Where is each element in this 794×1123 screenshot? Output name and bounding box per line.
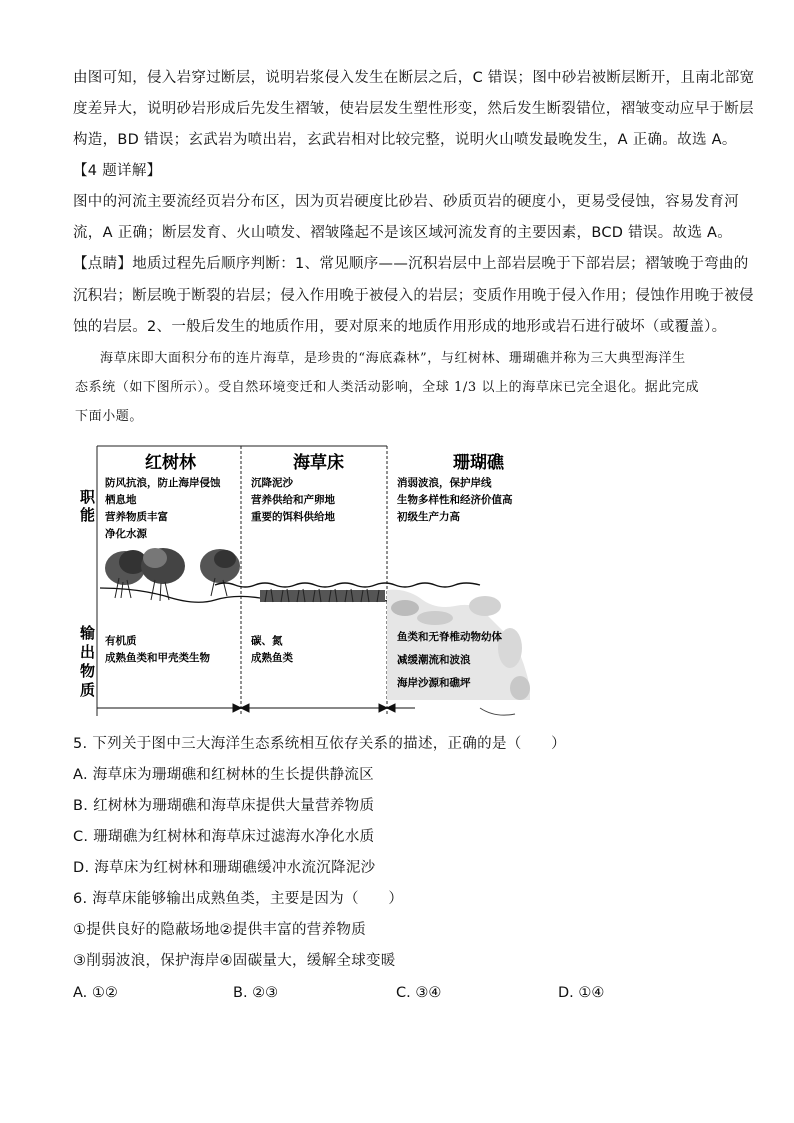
- label-function: 能: [80, 506, 96, 524]
- q6-choice-a[interactable]: A. ①②: [73, 985, 118, 1001]
- output-text: 海岸沙源和礁坪: [397, 677, 471, 689]
- q6-stem: 6. 海草床能够输出成熟鱼类，主要是因为（ ）: [73, 891, 404, 907]
- flow-arrows: [97, 704, 415, 712]
- seagrass-illustration: [260, 589, 385, 602]
- material-line: 下面小题。: [75, 409, 144, 424]
- function-text: 栖息地: [105, 494, 137, 506]
- q5-stem: 5. 下列关于图中三大海洋生态系统相互依存关系的描述，正确的是（ ）: [73, 736, 566, 752]
- analysis-line: 由图可知，侵入岩穿过断层，说明岩浆侵入发生在断层之后，C 错误；图中砂岩被断层断开，且南北部宽: [73, 70, 755, 86]
- function-text: 防风抗浪，防止海岸侵蚀: [105, 477, 221, 489]
- tip-line: 【点睛】地质过程先后顺序判断：1、常见顺序——沉积岩层中上部岩层晚于下部岩层；褶皱晚于弯曲的: [73, 256, 749, 272]
- label-output: 出: [80, 643, 96, 661]
- q6-choice-c[interactable]: C. ③④: [396, 985, 442, 1001]
- function-text: 生物多样性和经济价值高: [397, 494, 513, 506]
- q4-line: 图中的河流主要流经页岩分布区，因为页岩硬度比砂岩、砂质页岩的硬度小，更易受侵蚀，容易发育河: [73, 194, 739, 210]
- function-text: 营养物质丰富: [105, 511, 168, 523]
- output-text: 碳、氮: [251, 635, 283, 647]
- tip-line: 蚀的岩层。2、一般后发生的地质作用，要对原来的地质作用形成的地形或岩石进行破坏（或覆盖）。: [73, 319, 727, 335]
- output-text: 鱼类和无脊椎动物幼体: [397, 631, 502, 643]
- column-title-mangrove: 红树林: [145, 453, 196, 473]
- q6-statement: ①提供良好的隐蔽场地②提供丰富的营养物质: [73, 922, 366, 938]
- label-output: 物: [80, 662, 96, 680]
- output-text: 减缓潮流和波浪: [397, 654, 471, 666]
- tip-line: 沉积岩；断层晚于断裂的岩层；侵入作用晚于被侵入的岩层；变质作用晚于侵入作用；侵蚀作用晚于被侵: [73, 288, 754, 304]
- q6-statement: ③削弱波浪，保护海岸④固碳量大，缓解全球变暖: [73, 953, 396, 969]
- q4-header: 【4 题详解】: [73, 163, 162, 179]
- q5-option-d[interactable]: D. 海草床为红树林和珊瑚礁缓冲水流沉降泥沙: [73, 860, 376, 876]
- function-text: 重要的饵料供给地: [251, 511, 335, 523]
- column-title-seagrass: 海草床: [293, 453, 344, 473]
- q4-line: 流，A 正确；断层发育、火山喷发、褶皱隆起不是该区域河流发育的主要因素，BCD 错误。故选 A。: [73, 225, 733, 241]
- mangrove-illustration: [105, 548, 240, 601]
- ecosystem-figure: [75, 438, 545, 723]
- q5-option-b[interactable]: B. 红树林为珊瑚礁和海草床提供大量营养物质: [73, 798, 375, 814]
- label-output: 输: [80, 624, 96, 642]
- material-line: 态系统（如下图所示）。受自然环境变迁和人类活动影响，全球 1/3 以上的海草床已完全退化。据此完成: [75, 380, 700, 395]
- q5-option-a[interactable]: A. 海草床为珊瑚礁和红树林的生长提供静流区: [73, 767, 374, 783]
- function-text: 沉降泥沙: [251, 477, 293, 489]
- analysis-line: 度差异大，说明砂岩形成后先发生褶皱，使岩层发生塑性形变，然后发生断裂错位，褶皱变动应早于断层: [73, 101, 754, 117]
- q6-choice-b[interactable]: B. ②③: [233, 985, 279, 1001]
- analysis-line: 构造，BD 错误；玄武岩为喷出岩，玄武岩相对比较完整，说明火山喷发最晚发生，A 正确。故选 A。: [73, 132, 737, 148]
- function-text: 消弱波浪，保护岸线: [397, 477, 492, 489]
- material-line: 海草床即大面积分布的连片海草，是珍贵的“海底森林”，与红树林、珊瑚礁并称为三大典型海洋生: [100, 351, 686, 366]
- column-title-coral: 珊瑚礁: [453, 453, 504, 473]
- label-function: 职: [80, 488, 96, 506]
- function-text: 营养供给和产卵地: [251, 494, 335, 506]
- label-output: 质: [80, 681, 96, 699]
- function-text: 净化水源: [105, 528, 147, 540]
- q6-choice-d[interactable]: D. ①④: [558, 985, 605, 1001]
- output-text: 有机质: [105, 635, 137, 647]
- output-text: 成熟鱼类: [251, 652, 293, 664]
- coral-reef-illustration: [387, 590, 530, 715]
- q5-option-c[interactable]: C. 珊瑚礁为红树林和海草床过滤海水净化水质: [73, 829, 375, 845]
- output-text: 成熟鱼类和甲壳类生物: [105, 652, 210, 664]
- function-text: 初级生产力高: [397, 511, 460, 523]
